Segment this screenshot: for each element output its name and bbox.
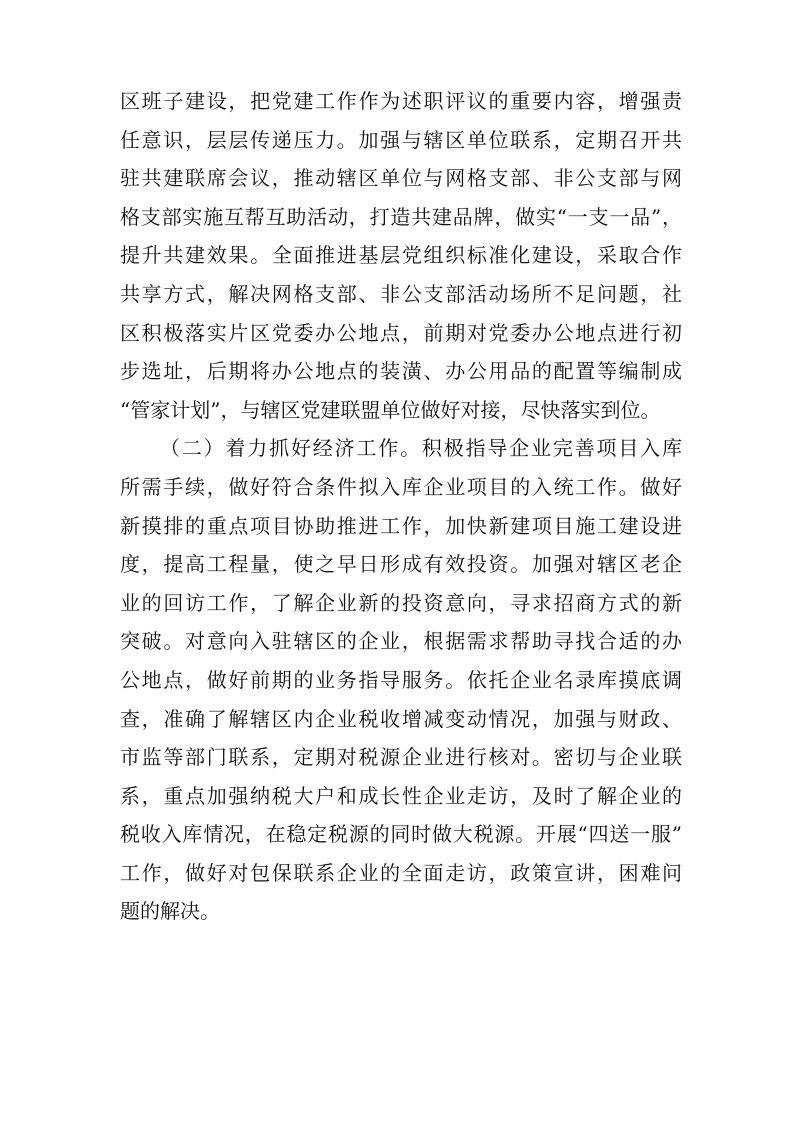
body-text: [120, 82, 682, 931]
text-line: 公地点，做好前期的业务指导服务。依托企业名录库摸底调: [120, 667, 682, 692]
paragraph-first-line: （二）着力抓好经济工作。积极指导企业完善项目入库: [160, 436, 682, 461]
text-line: 提升共建效果。全面推进基层党组织标准化建设，采取合作: [120, 243, 682, 268]
text-line: 驻共建联席会议，推动辖区单位与网格支部、非公支部与网: [120, 166, 682, 191]
text-line: 区积极落实片区党委办公地点，前期对党委办公地点进行初: [120, 320, 682, 345]
text-line: 新摸排的重点项目协助推进工作，加快新建项目施工建设进: [120, 513, 682, 538]
text-line: 业的回访工作，了解企业新的投资意向，寻求招商方式的新: [120, 590, 682, 615]
text-line: 市监等部门联系，定期对税源企业进行核对。密切与企业联: [120, 745, 682, 770]
text-line: 度，提高工程量，使之早日形成有效投资。加强对辖区老企: [120, 552, 682, 577]
text-line: 查，准确了解辖区内企业税收增减变动情况，加强与财政、: [120, 706, 682, 731]
text-line: 区班子建设，把党建工作作为述职评议的重要内容，增强责: [120, 89, 682, 113]
text-line: 系，重点加强纳税大户和成长性企业走访，及时了解企业的: [120, 783, 682, 808]
text-line: 税收入库情况，在稳定税源的同时做大税源。开展“四送一服”: [120, 822, 682, 847]
text-line: 任意识，层层传递压力。加强与辖区单位联系，定期召开共: [120, 127, 682, 152]
text-line: 工作，做好对包保联系企业的全面走访，政策宣讲，困难问: [120, 860, 682, 885]
text-line: “管家计划”，与辖区党建联盟单位做好对接，尽快落实到位。: [120, 397, 661, 422]
text-line: 步选址，后期将办公地点的装潢、办公用品的配置等编制成: [120, 359, 682, 384]
text-line: 突破。对意向入驻辖区的企业，根据需求帮助寻找合适的办: [120, 629, 682, 654]
text-line: 所需手续，做好符合条件拟入库企业项目的入统工作。做好: [120, 474, 682, 499]
text-line: 题的解决。: [120, 899, 220, 924]
text-line: 格支部实施互帮互助活动，打造共建品牌，做实“一支一品”，: [120, 204, 682, 229]
text-line: 共享方式，解决网格支部、非公支部活动场所不足问题，社: [120, 281, 682, 306]
